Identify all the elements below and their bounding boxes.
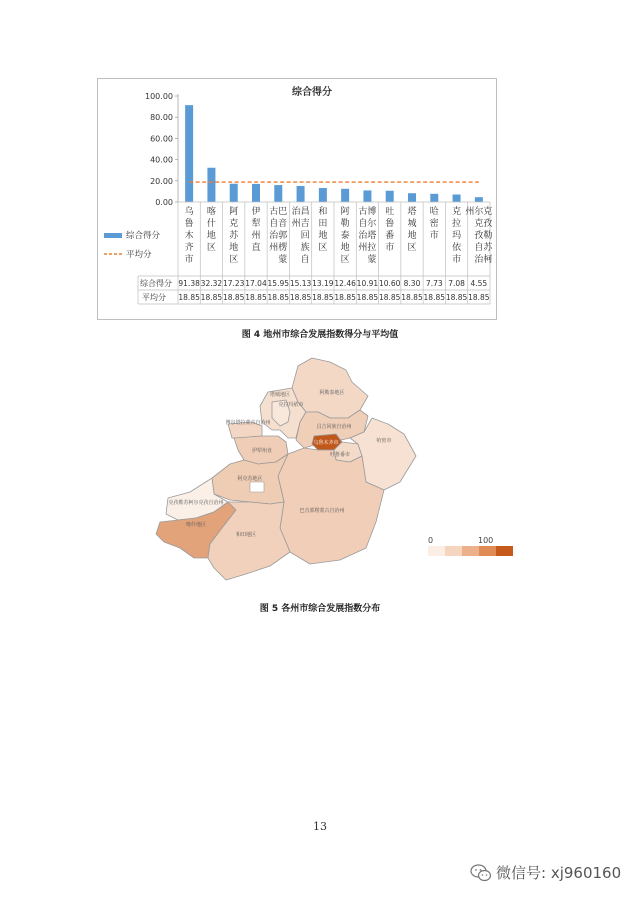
table-avg-value: 18.85: [468, 293, 490, 302]
category-char: 市: [184, 255, 194, 265]
category-char: 柯: [483, 255, 493, 265]
map-label-kashgar: 喀什地区: [185, 522, 207, 528]
y-tick-label: 20.00: [150, 176, 173, 186]
table-avg-value: 18.85: [312, 293, 334, 302]
bar-7: [341, 189, 349, 202]
map-label-bayingol: 巴音郭楞蒙古自治州: [299, 508, 345, 514]
category-char: 伊: [251, 207, 261, 217]
table-avg-value: 18.85: [423, 293, 446, 302]
y-tick-label: 40.00: [150, 155, 173, 165]
category-char: 勒: [340, 219, 350, 229]
map-label-bortala: 博尔塔拉蒙古自治州: [225, 420, 271, 426]
table-avg-value: 18.85: [222, 293, 245, 302]
category-char: 地: [229, 243, 239, 253]
table-score-value: 91.38: [178, 279, 200, 288]
table-row-label-score: 综合得分: [140, 279, 172, 288]
map-label-aksu: 阿克苏地区: [237, 476, 263, 482]
table-score-value: 10.60: [378, 279, 401, 288]
legend-swatch-1: [445, 546, 462, 556]
category-char: 克: [229, 219, 239, 229]
map-label-tacheng: 塔城地区: [269, 392, 291, 398]
category-char: 克: [483, 207, 493, 217]
table-avg-value: 18.85: [289, 293, 312, 302]
chart-frame: [97, 78, 497, 320]
category-char: 尔: [474, 207, 484, 217]
map-label-altay: 阿勒泰地区: [319, 390, 345, 396]
bar-9: [386, 191, 394, 202]
category-char: 尔: [367, 219, 377, 229]
category-char: 密: [429, 219, 439, 229]
table-score-value: 4.55: [470, 279, 488, 288]
category-char: 州: [251, 231, 261, 241]
table-score-value: 7.08: [448, 279, 465, 288]
category-char: 区: [206, 243, 216, 253]
table-row-label-avg: 平均分: [142, 293, 166, 302]
bar-5: [297, 186, 305, 202]
legend-bar-label: 综合得分: [126, 231, 161, 241]
category-char: 治: [358, 231, 368, 241]
figure-4-caption: 图 4 地州市综合发展指数得分与平均值: [241, 330, 399, 340]
table-avg-value: 18.85: [401, 293, 423, 302]
category-char: 昌: [300, 207, 310, 217]
category-char: 州: [269, 243, 279, 253]
map-label-karamay: 克拉玛依市: [278, 402, 304, 408]
legend-min-label: 0: [428, 536, 434, 545]
bar-6: [319, 188, 327, 202]
legend-swatch-2: [462, 546, 479, 556]
category-char: 族: [300, 243, 310, 253]
category-char: 州: [465, 207, 475, 217]
category-char: 鲁: [385, 219, 395, 229]
category-char: 喀: [206, 207, 216, 217]
category-char: 齐: [184, 243, 194, 253]
category-char: 博: [367, 207, 377, 217]
category-char: 玛: [452, 231, 462, 241]
category-char: 苏: [483, 243, 493, 253]
table-avg-value: 18.85: [245, 293, 267, 302]
category-char: 郭: [278, 231, 288, 241]
category-char: 克: [452, 207, 462, 217]
y-tick-label: 0.00: [155, 198, 173, 207]
category-char: 古: [269, 207, 279, 217]
watermark: [470, 862, 621, 883]
chart-title: 综合得分: [292, 87, 332, 98]
table-avg-value: 18.85: [445, 293, 468, 302]
category-char: 音: [278, 219, 288, 229]
table-score-value: 13.19: [312, 279, 334, 288]
table-score-value: 10.91: [356, 279, 379, 288]
map-label-urumqi: 乌鲁木齐市: [313, 440, 339, 446]
figure-5-caption: 图 5 各州市综合发展指数分布: [259, 604, 381, 614]
wechat-logo-icon: [470, 864, 492, 882]
category-char: 州: [358, 243, 368, 253]
table-score-value: 17.04: [245, 279, 267, 288]
category-char: 区: [407, 243, 417, 253]
bar-11: [430, 194, 438, 202]
category-char: 勒: [483, 231, 493, 241]
category-char: 依: [452, 243, 462, 253]
map-label-kizilsu: 克孜勒苏柯尔克孜自治州: [168, 500, 224, 506]
category-char: 蒙: [278, 255, 288, 265]
bar-chart: [98, 79, 496, 319]
category-char: 地: [206, 231, 216, 241]
category-char: 区: [229, 255, 239, 265]
y-tick-label: 80.00: [150, 113, 173, 123]
table-avg-value: 18.85: [356, 293, 379, 302]
category-char: 乌: [184, 207, 194, 217]
bar-12: [453, 194, 461, 202]
page-number: 13: [313, 820, 327, 833]
table-avg-value: 18.85: [267, 293, 290, 302]
category-char: 和: [318, 207, 328, 217]
xinjiang-map: [0, 352, 640, 622]
bar-8: [363, 190, 371, 202]
map-enclave: [250, 482, 264, 492]
category-char: 拉: [452, 219, 462, 229]
category-char: 田: [318, 219, 328, 229]
map-label-hotan: 和田地区: [235, 532, 257, 538]
map-label-changji: 昌吉回族自治州: [316, 424, 352, 430]
table-avg-value: 18.85: [178, 293, 200, 302]
category-char: 地: [340, 243, 350, 253]
legend-swatch-0: [428, 546, 445, 556]
category-char: 孜: [483, 219, 493, 229]
bar-1: [207, 168, 215, 202]
legend-max-label: 100: [478, 536, 494, 545]
category-char: 直: [251, 243, 261, 253]
category-char: 市: [452, 255, 462, 265]
map-label-ili: 伊犁州直: [251, 448, 273, 454]
category-char: 自: [300, 255, 310, 265]
bar-10: [408, 193, 416, 202]
y-tick-label: 100.00: [145, 92, 173, 101]
category-char: 吐: [385, 207, 395, 217]
table-score-value: 15.13: [289, 279, 312, 288]
table-avg-value: 18.85: [200, 293, 223, 302]
table-score-value: 17.23: [222, 279, 245, 288]
category-char: 区: [318, 243, 328, 253]
category-char: 什: [206, 219, 216, 229]
category-char: 塔: [367, 231, 377, 241]
category-char: 州: [291, 219, 301, 229]
legend-swatch-4: [496, 546, 513, 556]
bar-0: [185, 105, 193, 202]
bar-2: [230, 184, 238, 202]
category-char: 自: [269, 219, 279, 229]
legend-swatch-3: [479, 546, 496, 556]
category-char: 阿: [340, 207, 350, 217]
map-label-turpan: 吐鲁番市: [329, 452, 351, 458]
category-char: 市: [429, 231, 439, 241]
category-char: 犁: [251, 219, 261, 229]
category-char: 吉: [300, 219, 310, 229]
category-char: 巴: [278, 207, 288, 217]
table-avg-value: 18.85: [378, 293, 401, 302]
map-label-hami: 哈密市: [376, 438, 392, 444]
table-score-value: 12.46: [334, 279, 356, 288]
bar-4: [274, 185, 282, 202]
category-char: 古: [358, 207, 368, 217]
category-char: 克: [474, 219, 484, 229]
legend-avg-label: 平均分: [126, 250, 152, 260]
category-char: 拉: [367, 243, 377, 253]
category-char: 苏: [229, 231, 239, 241]
table-score-value: 15.95: [267, 279, 290, 288]
y-tick-label: 60.00: [150, 134, 173, 144]
category-char: 治: [269, 231, 279, 241]
category-char: 孜: [474, 231, 484, 241]
table-score-value: 32.32: [200, 279, 223, 288]
bar-13: [475, 197, 483, 202]
category-char: 楞: [278, 243, 288, 253]
legend-bar-swatch: [104, 233, 122, 238]
category-char: 治: [474, 255, 484, 265]
category-char: 区: [340, 255, 350, 265]
category-char: 泰: [340, 231, 350, 241]
category-char: 蒙: [367, 255, 377, 265]
table-score-value: 8.30: [403, 279, 421, 288]
table-score-value: 7.73: [425, 279, 443, 288]
watermark-text: 微信号: xj960160: [496, 864, 622, 882]
category-char: 自: [474, 243, 484, 253]
category-char: 鲁: [184, 219, 194, 229]
category-char: 城: [407, 219, 417, 229]
category-char: 治: [291, 207, 301, 217]
category-char: 木: [184, 231, 194, 241]
category-char: 番: [385, 231, 395, 241]
category-char: 哈: [429, 207, 439, 217]
category-char: 阿: [229, 207, 239, 217]
table-avg-value: 18.85: [334, 293, 356, 302]
category-char: 市: [385, 243, 395, 253]
category-char: 塔: [407, 207, 417, 217]
bar-3: [252, 184, 260, 202]
category-char: 自: [358, 219, 368, 229]
category-char: 地: [407, 231, 417, 241]
category-char: 回: [300, 231, 310, 241]
category-char: 地: [318, 231, 328, 241]
